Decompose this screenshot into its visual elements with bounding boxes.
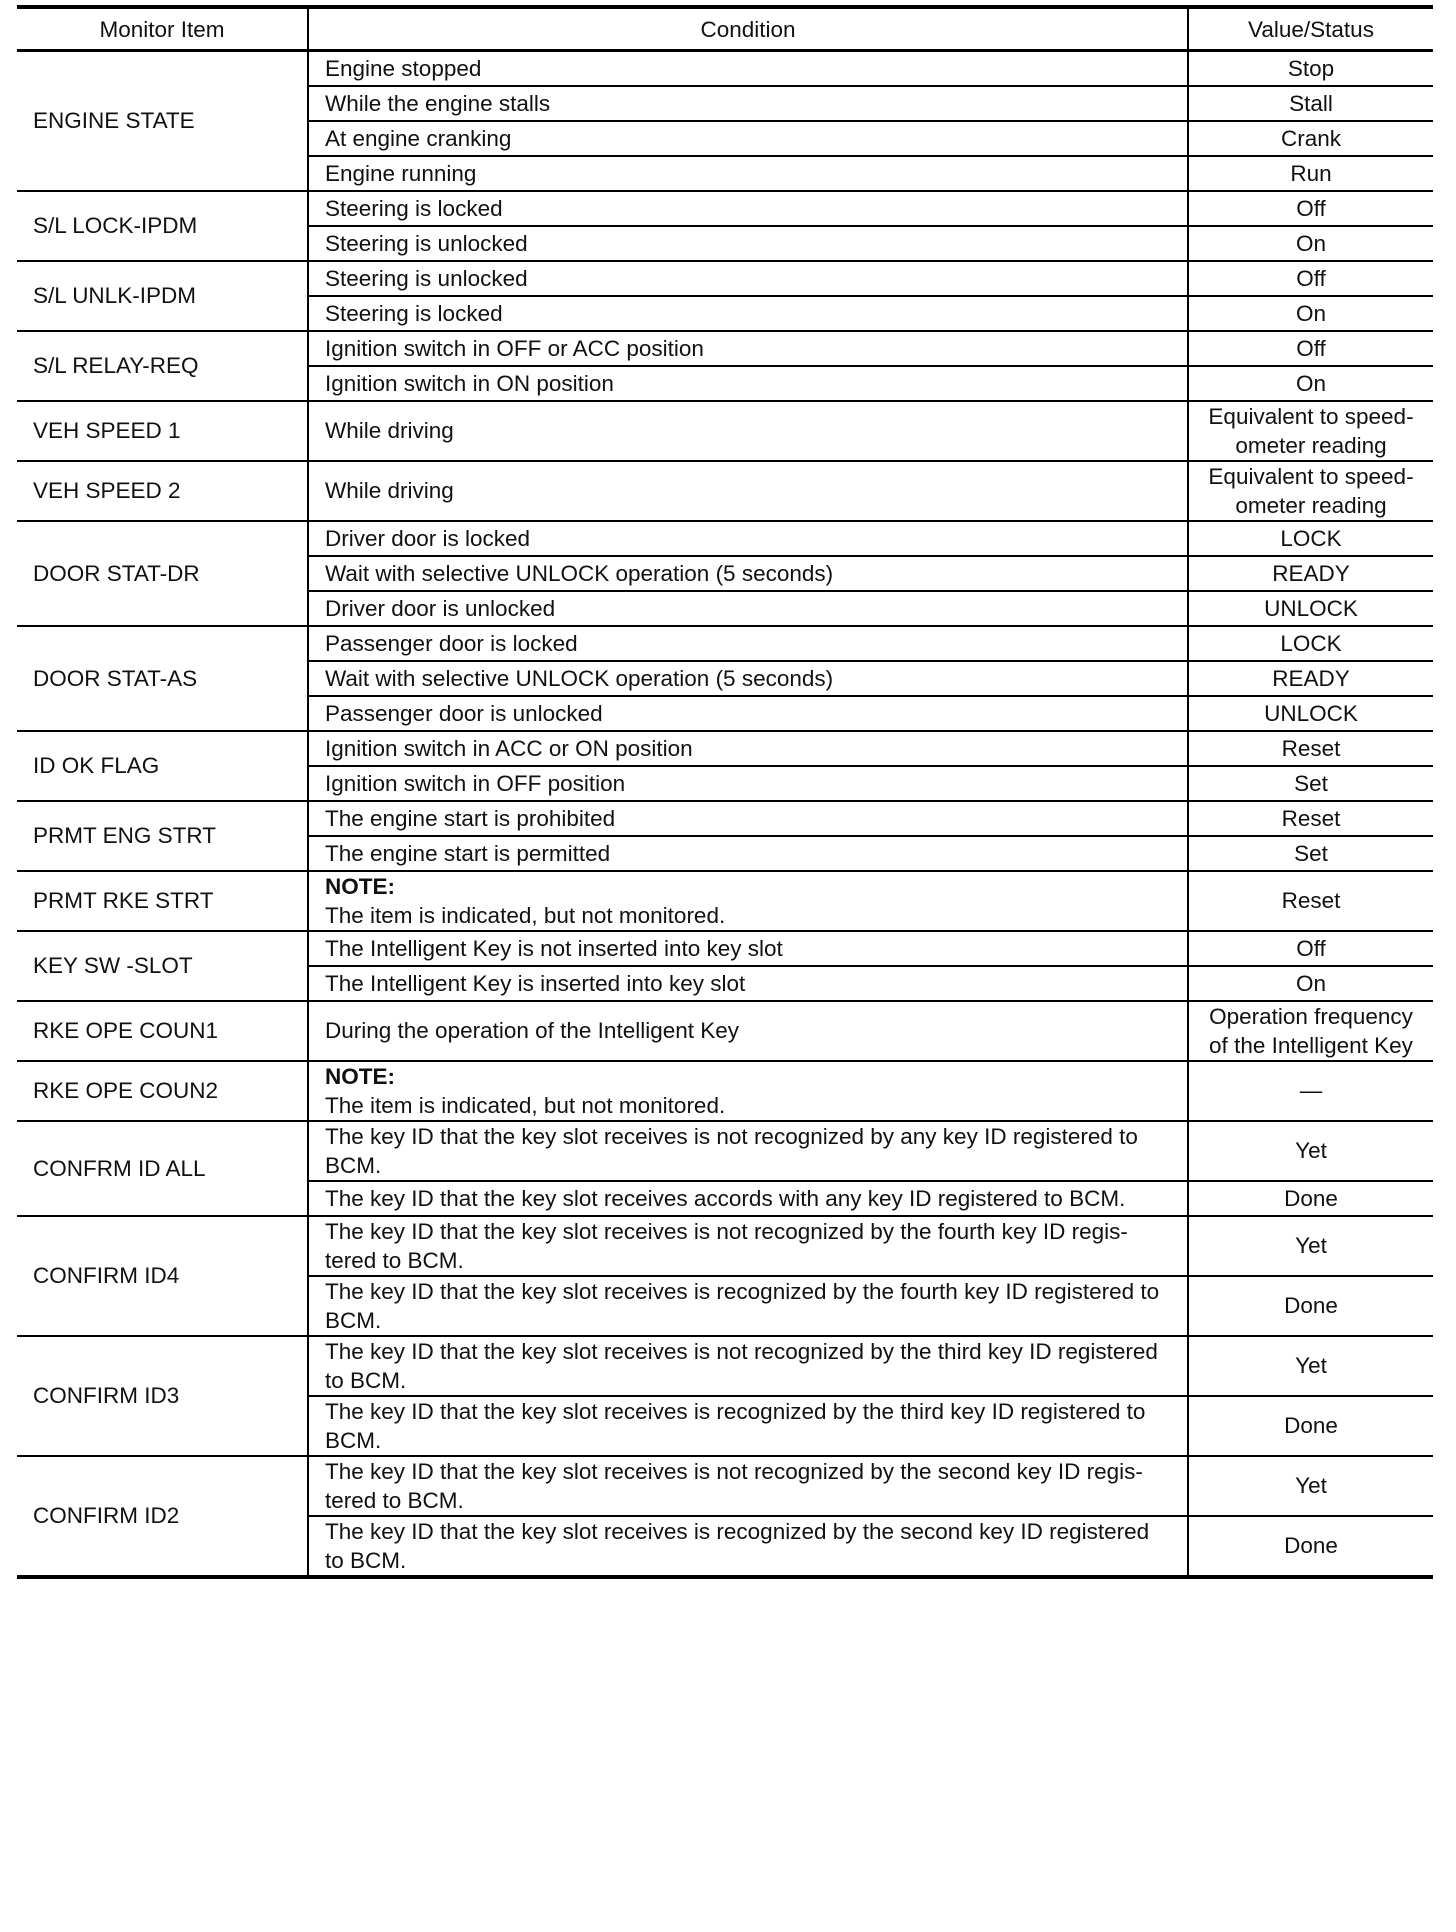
monitor-item-cell: PRMT ENG STRT	[17, 801, 308, 871]
value-status-cell: LOCK	[1188, 626, 1433, 661]
value-status-cell: Done	[1188, 1181, 1433, 1216]
value-status-cell: UNLOCK	[1188, 696, 1433, 731]
condition-cell: While driving	[308, 461, 1188, 521]
value-status-cell: READY	[1188, 556, 1433, 591]
condition-cell: Steering is locked	[308, 296, 1188, 331]
condition-cell: Passenger door is unlocked	[308, 696, 1188, 731]
condition-cell: Wait with selective UNLOCK operation (5 seconds)	[308, 661, 1188, 696]
value-status-cell: READY	[1188, 661, 1433, 696]
note-text: The item is indicated, but not monitored.	[325, 1092, 726, 1118]
value-status-cell: Reset	[1188, 871, 1433, 931]
condition-cell: Passenger door is locked	[308, 626, 1188, 661]
table-header	[17, 7, 1433, 51]
condition-cell: Ignition switch in OFF position	[308, 766, 1188, 801]
table-row	[17, 191, 1433, 226]
value-status-cell: Equivalent to speed-ometer reading	[1188, 461, 1433, 521]
header-monitor-item: Monitor Item	[17, 7, 308, 51]
note-text: The item is indicated, but not monitored.	[325, 902, 726, 928]
condition-cell: The engine start is prohibited	[308, 801, 1188, 836]
value-status-cell: Reset	[1188, 801, 1433, 836]
monitor-item-cell: CONFIRM ID2	[17, 1456, 308, 1577]
table-row	[17, 461, 1433, 521]
value-status-cell: Crank	[1188, 121, 1433, 156]
monitor-item-cell: VEH SPEED 2	[17, 461, 308, 521]
value-status-cell: Off	[1188, 261, 1433, 296]
table-row	[17, 626, 1433, 661]
value-status-cell: Yet	[1188, 1456, 1433, 1516]
condition-cell: Wait with selective UNLOCK operation (5 seconds)	[308, 556, 1188, 591]
monitor-item-cell: S/L UNLK-IPDM	[17, 261, 308, 331]
table-row	[17, 51, 1433, 86]
value-status-cell: On	[1188, 966, 1433, 1001]
table-row	[17, 1061, 1433, 1121]
value-status-cell: Off	[1188, 331, 1433, 366]
condition-cell: The key ID that the key slot receives is not recognized by the third key ID registered to BCM.	[308, 1336, 1188, 1396]
table-row	[17, 731, 1433, 766]
table-row	[17, 261, 1433, 296]
condition-cell: While the engine stalls	[308, 86, 1188, 121]
value-status-cell: Stall	[1188, 86, 1433, 121]
value-status-cell: On	[1188, 226, 1433, 261]
monitor-item-cell: DOOR STAT-DR	[17, 521, 308, 626]
table-row	[17, 401, 1433, 461]
monitor-item-cell: S/L LOCK-IPDM	[17, 191, 308, 261]
table-row	[17, 871, 1433, 931]
monitor-item-cell: KEY SW -SLOT	[17, 931, 308, 1001]
condition-cell: Ignition switch in ON position	[308, 366, 1188, 401]
condition-cell: The key ID that the key slot receives is not recognized by the fourth key ID regis-tered to BCM.	[308, 1216, 1188, 1276]
condition-cell: The key ID that the key slot receives is not recognized by the second key ID regis-tered to BCM.	[308, 1456, 1188, 1516]
condition-cell: The key ID that the key slot receives accords with any key ID registered to BCM.	[308, 1181, 1188, 1216]
value-status-cell: LOCK	[1188, 521, 1433, 556]
monitor-item-cell: VEH SPEED 1	[17, 401, 308, 461]
value-status-cell: Yet	[1188, 1336, 1433, 1396]
condition-cell: The key ID that the key slot receives is not recognized by any key ID registered to BCM.	[308, 1121, 1188, 1181]
condition-cell	[308, 871, 1188, 931]
monitor-item-cell: CONFIRM ID4	[17, 1216, 308, 1336]
monitor-item-cell: RKE OPE COUN2	[17, 1061, 308, 1121]
condition-cell: While driving	[308, 401, 1188, 461]
condition-cell: Steering is unlocked	[308, 261, 1188, 296]
value-status-cell: On	[1188, 366, 1433, 401]
condition-cell: The Intelligent Key is not inserted into key slot	[308, 931, 1188, 966]
value-status-cell: Set	[1188, 836, 1433, 871]
condition-cell: During the operation of the Intelligent Key	[308, 1001, 1188, 1061]
note-label: NOTE:	[325, 1063, 395, 1089]
value-status-cell: Operation frequency of the Intelligent Key	[1188, 1001, 1433, 1061]
condition-cell: The Intelligent Key is inserted into key slot	[308, 966, 1188, 1001]
condition-cell: Engine running	[308, 156, 1188, 191]
value-status-cell: Run	[1188, 156, 1433, 191]
value-status-cell: Reset	[1188, 731, 1433, 766]
monitor-item-cell: CONFRM ID ALL	[17, 1121, 308, 1216]
condition-cell: The key ID that the key slot receives is recognized by the third key ID registered to BCM.	[308, 1396, 1188, 1456]
value-status-cell: Yet	[1188, 1121, 1433, 1181]
value-status-cell: Equivalent to speed-ometer reading	[1188, 401, 1433, 461]
condition-cell: Driver door is unlocked	[308, 591, 1188, 626]
condition-cell: Ignition switch in OFF or ACC position	[308, 331, 1188, 366]
monitor-item-cell: DOOR STAT-AS	[17, 626, 308, 731]
monitor-item-cell: S/L RELAY-REQ	[17, 331, 308, 401]
condition-cell: The engine start is permitted	[308, 836, 1188, 871]
header-value-status: Value/Status	[1188, 7, 1433, 51]
table-row	[17, 801, 1433, 836]
value-status-cell: Off	[1188, 931, 1433, 966]
monitor-item-cell: RKE OPE COUN1	[17, 1001, 308, 1061]
value-status-cell: —	[1188, 1061, 1433, 1121]
value-status-cell: Stop	[1188, 51, 1433, 86]
value-status-cell: Yet	[1188, 1216, 1433, 1276]
value-status-cell: On	[1188, 296, 1433, 331]
table-row	[17, 1456, 1433, 1516]
table-row	[17, 931, 1433, 966]
value-status-cell: UNLOCK	[1188, 591, 1433, 626]
table-row	[17, 521, 1433, 556]
value-status-cell: Off	[1188, 191, 1433, 226]
monitor-item-cell: ENGINE STATE	[17, 51, 308, 191]
table-row	[17, 331, 1433, 366]
value-status-cell: Done	[1188, 1276, 1433, 1336]
header-row	[17, 7, 1433, 51]
value-status-cell: Set	[1188, 766, 1433, 801]
condition-cell: The key ID that the key slot receives is recognized by the second key ID registered to BCM.	[308, 1516, 1188, 1577]
condition-cell: Steering is locked	[308, 191, 1188, 226]
note-label: NOTE:	[325, 873, 395, 899]
table-row	[17, 1216, 1433, 1276]
table-row	[17, 1121, 1433, 1181]
monitor-item-cell: ID OK FLAG	[17, 731, 308, 801]
monitor-item-cell: PRMT RKE STRT	[17, 871, 308, 931]
monitor-table	[17, 5, 1433, 1579]
header-condition: Condition	[308, 7, 1188, 51]
value-status-cell: Done	[1188, 1396, 1433, 1456]
condition-cell: Engine stopped	[308, 51, 1188, 86]
table-row	[17, 1001, 1433, 1061]
condition-cell: Driver door is locked	[308, 521, 1188, 556]
condition-cell: Ignition switch in ACC or ON position	[308, 731, 1188, 766]
value-status-cell: Done	[1188, 1516, 1433, 1577]
table-body	[17, 51, 1433, 1577]
condition-cell: Steering is unlocked	[308, 226, 1188, 261]
monitor-item-cell: CONFIRM ID3	[17, 1336, 308, 1456]
table-row	[17, 1336, 1433, 1396]
condition-cell	[308, 1061, 1188, 1121]
condition-cell: The key ID that the key slot receives is recognized by the fourth key ID registered to BCM.	[308, 1276, 1188, 1336]
condition-cell: At engine cranking	[308, 121, 1188, 156]
